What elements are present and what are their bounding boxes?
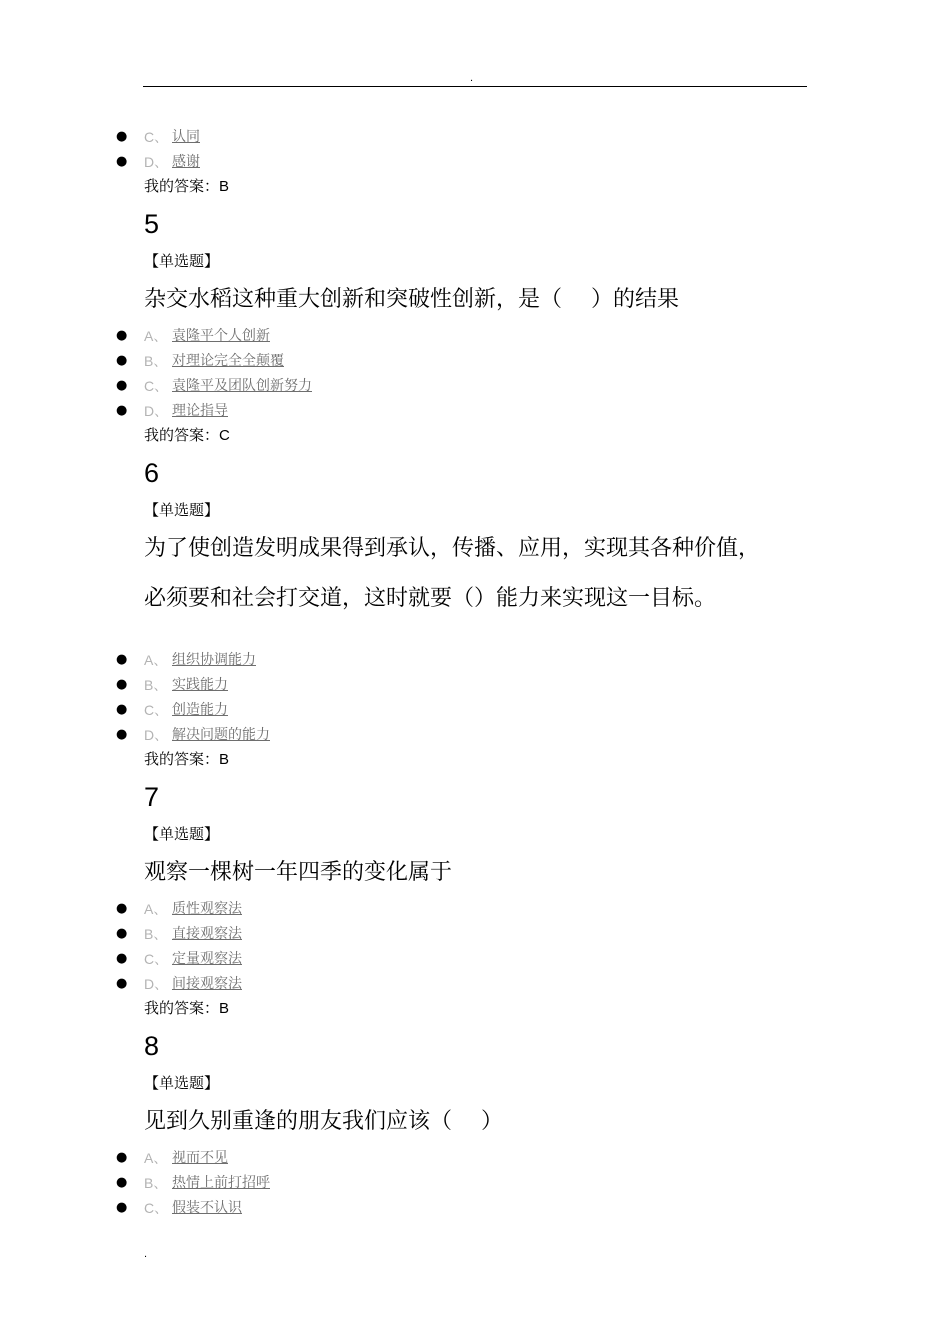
option-link[interactable]: 定量观察法 bbox=[172, 951, 242, 967]
bullet-icon: ● bbox=[116, 378, 128, 393]
bullet-icon: ● bbox=[116, 901, 128, 916]
bullet-icon: ● bbox=[116, 702, 128, 717]
my-answer bbox=[144, 748, 229, 770]
bullet-icon: ● bbox=[116, 976, 128, 991]
bullet-icon: ● bbox=[116, 652, 128, 667]
question-text: 必须要和社会打交道，这时就要（）能力来实现这一目标。 bbox=[144, 586, 717, 611]
option-letter: D、 bbox=[144, 154, 169, 170]
answer-value: B bbox=[219, 178, 230, 195]
answer-value: C bbox=[219, 427, 230, 444]
answer-label: 我的答案： bbox=[144, 426, 220, 444]
option-letter: A、 bbox=[144, 1150, 168, 1166]
answer-label: 我的答案： bbox=[144, 750, 220, 768]
bullet-icon: ● bbox=[116, 1150, 128, 1165]
option-link[interactable]: 假装不认识 bbox=[172, 1200, 242, 1216]
option-link[interactable]: 热情上前打招呼 bbox=[172, 1175, 270, 1191]
my-answer bbox=[144, 997, 229, 1019]
bullet-icon: ● bbox=[116, 403, 128, 418]
option-letter: B、 bbox=[144, 1175, 168, 1191]
question-type: 【单选题】 bbox=[144, 825, 220, 843]
option-letter: C、 bbox=[144, 702, 169, 718]
option-link[interactable]: 理论指导 bbox=[172, 403, 228, 419]
bullet-icon: ● bbox=[116, 328, 128, 343]
bullet-icon: ● bbox=[116, 1200, 128, 1215]
bullet-icon: ● bbox=[116, 1175, 128, 1190]
option-link[interactable]: 组织协调能力 bbox=[172, 652, 256, 668]
option-link[interactable]: 实践能力 bbox=[172, 677, 228, 693]
header-dot: . bbox=[470, 72, 474, 84]
option-link[interactable]: 认同 bbox=[172, 129, 200, 145]
question-text: 杂交水稻这种重大创新和突破性创新，是（ ）的结果 bbox=[144, 287, 679, 312]
answer-label: 我的答案： bbox=[144, 177, 220, 195]
option-letter: C、 bbox=[144, 378, 169, 394]
question-type: 【单选题】 bbox=[144, 252, 220, 270]
option-letter: D、 bbox=[144, 403, 169, 419]
option-link[interactable]: 感谢 bbox=[172, 154, 200, 170]
option-letter: A、 bbox=[144, 652, 168, 668]
question-number: 6 bbox=[144, 458, 160, 488]
bullet-icon: ● bbox=[116, 951, 128, 966]
option-letter: C、 bbox=[144, 1200, 169, 1216]
question-type: 【单选题】 bbox=[144, 501, 220, 519]
option-link[interactable]: 袁隆平及团队创新努力 bbox=[172, 378, 312, 394]
answer-value: B bbox=[219, 1000, 230, 1017]
option-link[interactable]: 对理论完全全颠覆 bbox=[172, 353, 284, 369]
option-letter: B、 bbox=[144, 926, 168, 942]
answer-label: 我的答案： bbox=[144, 999, 220, 1017]
option-link[interactable]: 质性观察法 bbox=[172, 901, 242, 917]
question-number: 7 bbox=[144, 782, 160, 812]
option-letter: A、 bbox=[144, 328, 168, 344]
my-answer bbox=[144, 175, 229, 197]
bullet-icon: ● bbox=[116, 677, 128, 692]
bullet-icon: ● bbox=[116, 353, 128, 368]
question-text: 为了使创造发明成果得到承认，传播、应用，实现其各种价值， bbox=[144, 536, 761, 561]
question-number: 5 bbox=[144, 209, 160, 239]
option-letter: C、 bbox=[144, 129, 169, 145]
footer-dot: . bbox=[144, 1248, 148, 1260]
option-letter: B、 bbox=[144, 353, 168, 369]
bullet-icon: ● bbox=[116, 154, 128, 169]
bullet-icon: ● bbox=[116, 727, 128, 742]
option-letter: C、 bbox=[144, 951, 169, 967]
question-text: 观察一棵树一年四季的变化属于 bbox=[144, 860, 453, 885]
question-text: 见到久别重逢的朋友我们应该（ ） bbox=[144, 1109, 503, 1134]
option-link[interactable]: 创造能力 bbox=[172, 702, 228, 718]
option-link[interactable]: 解决问题的能力 bbox=[172, 727, 270, 743]
option-link[interactable]: 袁隆平个人创新 bbox=[172, 328, 270, 344]
option-letter: B、 bbox=[144, 677, 168, 693]
option-link[interactable]: 直接观察法 bbox=[172, 926, 242, 942]
option-link[interactable]: 间接观察法 bbox=[172, 976, 242, 992]
bullet-icon: ● bbox=[116, 926, 128, 941]
answer-value: B bbox=[219, 751, 230, 768]
option-letter: D、 bbox=[144, 976, 169, 992]
option-letter: D、 bbox=[144, 727, 169, 743]
question-type: 【单选题】 bbox=[144, 1074, 220, 1092]
option-link[interactable]: 视而不见 bbox=[172, 1150, 228, 1166]
bullet-icon: ● bbox=[116, 129, 128, 144]
option-letter: A、 bbox=[144, 901, 168, 917]
question-number: 8 bbox=[144, 1031, 160, 1061]
header-rule bbox=[143, 86, 807, 87]
my-answer bbox=[144, 424, 230, 446]
